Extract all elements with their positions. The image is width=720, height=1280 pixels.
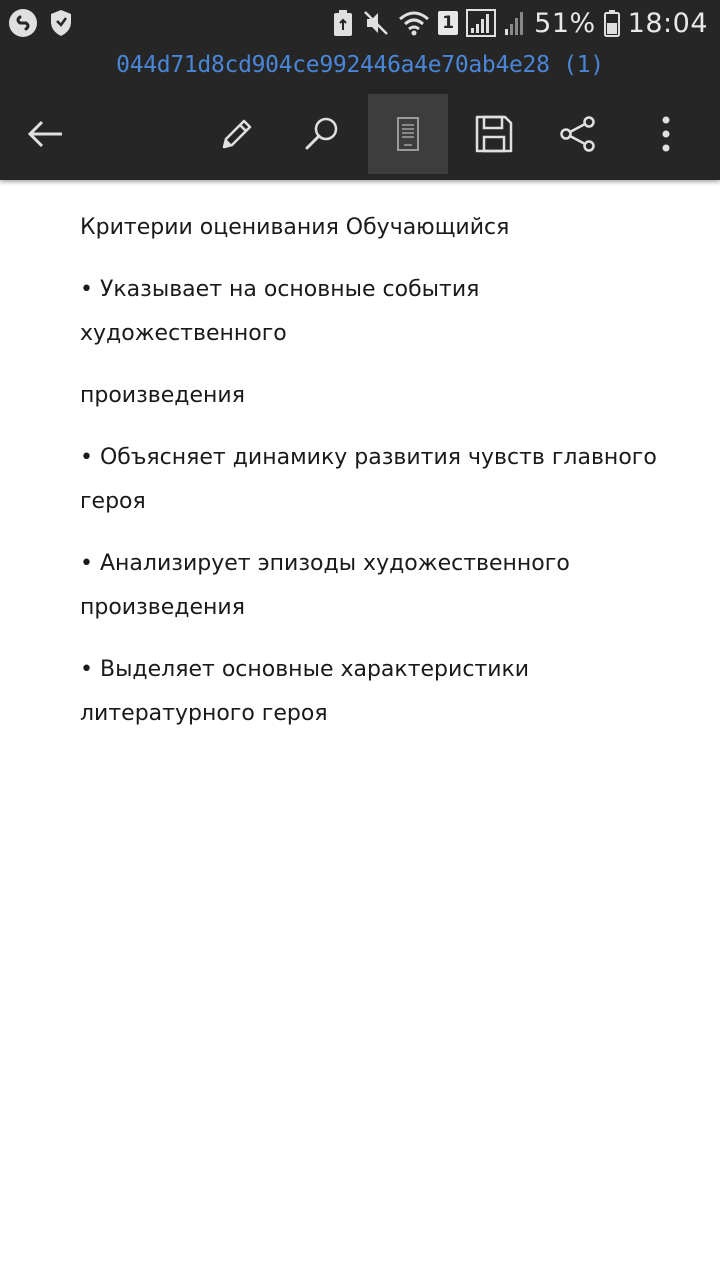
shield-icon — [48, 8, 74, 38]
title-strip — [0, 46, 720, 92]
back-button[interactable] — [6, 94, 86, 174]
share-icon — [558, 114, 598, 154]
status-left-icons — [8, 8, 74, 38]
document-title: 044d71d8cd904ce992446a4e70ab4e28 (1) — [116, 52, 604, 78]
wifi-icon — [398, 9, 430, 37]
more-vert-icon — [646, 114, 686, 154]
view-mode-button[interactable] — [368, 94, 448, 174]
battery-icon — [604, 9, 620, 37]
edit-button[interactable] — [196, 94, 276, 174]
document-paragraph: • Выделяет основные характеристики литературного героя — [80, 657, 530, 726]
document-paragraph: • Объясняет динамику развития чувств главного героя — [80, 445, 657, 514]
battery-saver-icon — [332, 9, 354, 37]
more-options-button[interactable] — [626, 94, 706, 174]
pencil-icon — [216, 114, 256, 154]
signal-icon — [466, 9, 496, 37]
save-icon — [474, 114, 514, 154]
share-button[interactable] — [538, 94, 618, 174]
mute-icon — [362, 9, 390, 37]
signal-icon-2 — [504, 9, 526, 37]
clock: 18:04 — [627, 7, 708, 39]
battery-percent: 51% — [534, 7, 596, 39]
shazam-icon — [8, 8, 38, 38]
document-paragraph: • Указывает на основные события художественного — [80, 277, 480, 346]
status-right-icons — [332, 6, 708, 40]
search-icon — [302, 114, 342, 154]
back-arrow-icon — [26, 114, 66, 154]
document-paragraph: • Анализирует эпизоды художественного произведения — [80, 551, 570, 620]
toolbar — [0, 92, 720, 180]
status-bar — [0, 0, 720, 46]
document-body — [80, 206, 660, 754]
document-paragraph: произведения — [80, 383, 245, 408]
search-button[interactable] — [282, 94, 362, 174]
save-button[interactable] — [454, 94, 534, 174]
document-paragraph: Критерии оценивания Обучающийся — [80, 215, 510, 240]
document-view-icon — [388, 114, 428, 154]
sim-slot-badge: 1 — [438, 11, 458, 35]
